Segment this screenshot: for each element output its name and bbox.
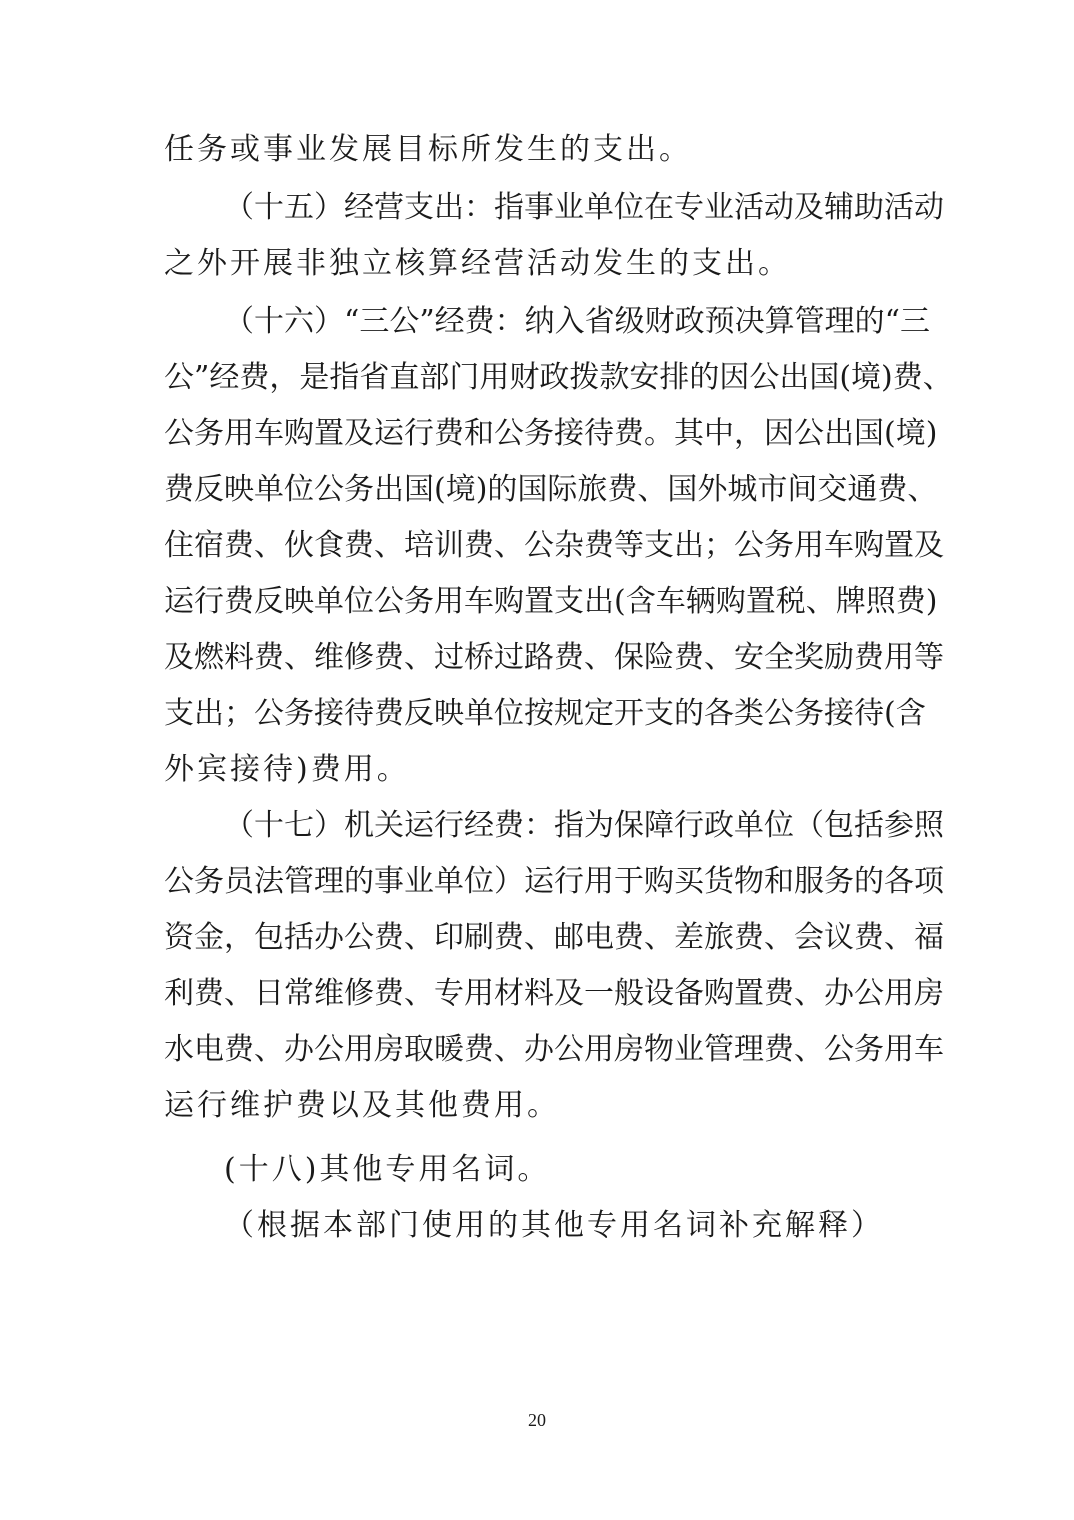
text-line: 外宾接待)费用。	[164, 752, 410, 787]
text-line: 利费、日常维修费、专用材料及一般设备购置费、办公用房	[164, 976, 944, 1011]
text-line: 资金，包括办公费、印刷费、邮电费、差旅费、会议费、福	[164, 920, 944, 955]
text-line: 水电费、办公用房取暖费、办公用房物业管理费、公务用车	[164, 1032, 944, 1067]
text-line: 费反映单位公务出国(境)的国际旅费、国外城市间交通费、	[164, 472, 938, 507]
text-line: 公务员法管理的事业单位）运行用于购买货物和服务的各项	[164, 864, 944, 899]
text-line: 运行费反映单位公务用车购置支出(含车辆购置税、牌照费)	[164, 584, 938, 619]
page-number: 20	[528, 1410, 546, 1430]
text-line: (十八)其他专用名词。	[224, 1152, 551, 1187]
text-line: 公务用车购置及运行费和公务接待费。其中，因公出国(境)	[164, 416, 938, 451]
text-line: （十七）机关运行经费：指为保障行政单位（包括参照	[224, 808, 944, 843]
text-line: 支出；公务接待费反映单位按规定开支的各类公务接待(含	[164, 696, 926, 731]
text-line: （十五）经营支出：指事业单位在专业活动及辅助活动	[224, 190, 944, 225]
text-line: 住宿费、伙食费、培训费、公杂费等支出；公务用车购置及	[164, 528, 944, 563]
text-line: 之外开展非独立核算经营活动发生的支出。	[164, 246, 791, 281]
text-line: （十六）“三公”经费：纳入省级财政预决算管理的“三	[224, 304, 931, 339]
text-line: 及燃料费、维修费、过桥过路费、保险费、安全奖励费用等	[164, 640, 944, 675]
text-line: 任务或事业发展目标所发生的支出。	[164, 132, 692, 167]
text-line: （根据本部门使用的其他专用名词补充解释）	[224, 1208, 884, 1243]
text-line: 运行维护费以及其他费用。	[164, 1088, 560, 1123]
text-line: 公”经费，是指省直部门用财政拨款安排的因公出国(境)费、	[164, 360, 953, 395]
